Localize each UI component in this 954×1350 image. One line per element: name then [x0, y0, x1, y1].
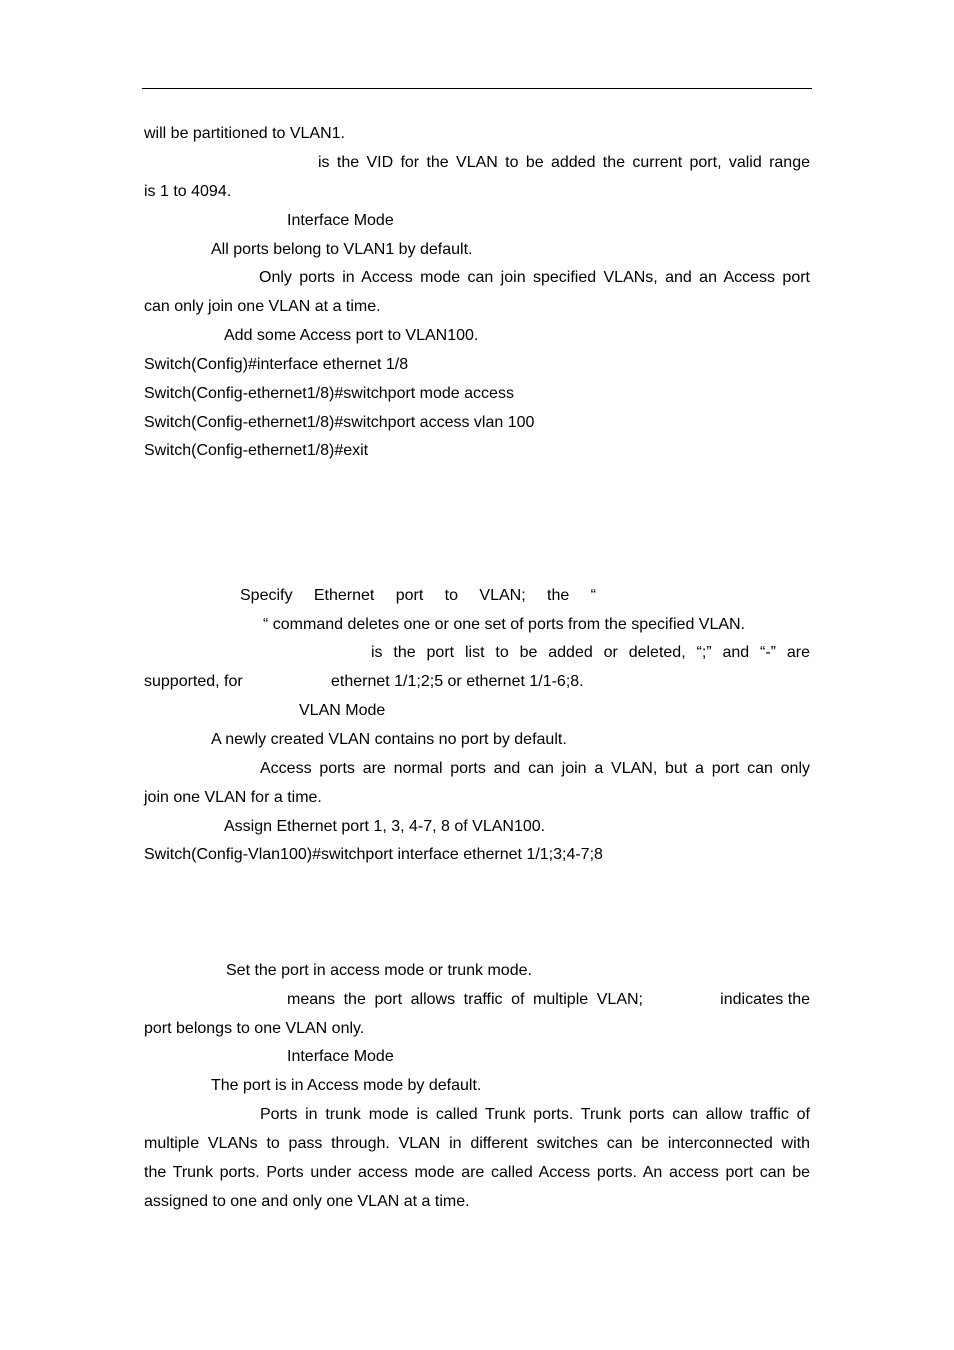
default-text: The port is in Access mode by default.	[211, 1077, 482, 1094]
parameter-text: indicates the	[720, 991, 810, 1008]
usage-text: assigned to one and only one VLAN at a time.	[144, 1193, 470, 1210]
usage-text: Access ports are normal ports and can join a VLAN, but a port can only	[260, 760, 810, 777]
parameter-text: ethernet 1/1;2;5 or ethernet 1/1-6;8.	[331, 673, 584, 690]
default-text: A newly created VLAN contains no port by default.	[211, 731, 567, 748]
body-text: will be partitioned to VLAN1.	[144, 125, 345, 142]
parameter-text: port belongs to one VLAN only.	[144, 1020, 365, 1037]
usage-text: Ports in trunk mode is called Trunk ports. Trunk ports can allow traffic of	[260, 1106, 810, 1123]
usage-text: Only ports in Access mode can join specified VLANs, and an Access port	[259, 269, 810, 286]
function-text: “ command deletes one or one set of ports from the specified VLAN.	[263, 616, 746, 633]
example-text: Add some Access port to VLAN100.	[224, 327, 479, 344]
parameter-text: is 1 to 4094.	[144, 183, 232, 200]
default-text: All ports belong to VLAN1 by default.	[211, 241, 473, 258]
header-rule	[142, 88, 812, 89]
code-line: Switch(Config)#interface ethernet 1/8	[144, 356, 409, 373]
code-line: Switch(Config-ethernet1/8)#switchport mode access	[144, 385, 514, 402]
code-line: Switch(Config-ethernet1/8)#exit	[144, 442, 369, 459]
usage-text: the Trunk ports. Ports under access mode are called Access ports. An access port can be	[144, 1164, 810, 1181]
example-text: Assign Ethernet port 1, 3, 4-7, 8 of VLAN100.	[224, 818, 546, 835]
parameter-text: is the port list to be added or deleted, “;” and “-” are	[371, 644, 810, 661]
command-mode-text: Interface Mode	[287, 1048, 394, 1065]
usage-text: can only join one VLAN at a time.	[144, 298, 381, 315]
function-text: Set the port in access mode or trunk mode.	[226, 962, 532, 979]
code-line: Switch(Config-ethernet1/8)#switchport access vlan 100	[144, 414, 535, 431]
command-mode-text: Interface Mode	[287, 212, 394, 229]
parameter-text: means the port allows traffic of multiple VLAN;	[287, 991, 643, 1008]
function-text: Specify Ethernet port to VLAN; the “	[240, 587, 596, 604]
usage-text: multiple VLANs to pass through. VLAN in different switches can be interconnected with	[144, 1135, 810, 1152]
code-line: Switch(Config-Vlan100)#switchport interface ethernet 1/1;3;4-7;8	[144, 846, 603, 863]
usage-text: join one VLAN for a time.	[144, 789, 322, 806]
parameter-text: supported, for	[144, 673, 243, 690]
command-mode-text: VLAN Mode	[299, 702, 386, 719]
parameter-text: is the VID for the VLAN to be added the current port, valid range	[318, 154, 810, 171]
